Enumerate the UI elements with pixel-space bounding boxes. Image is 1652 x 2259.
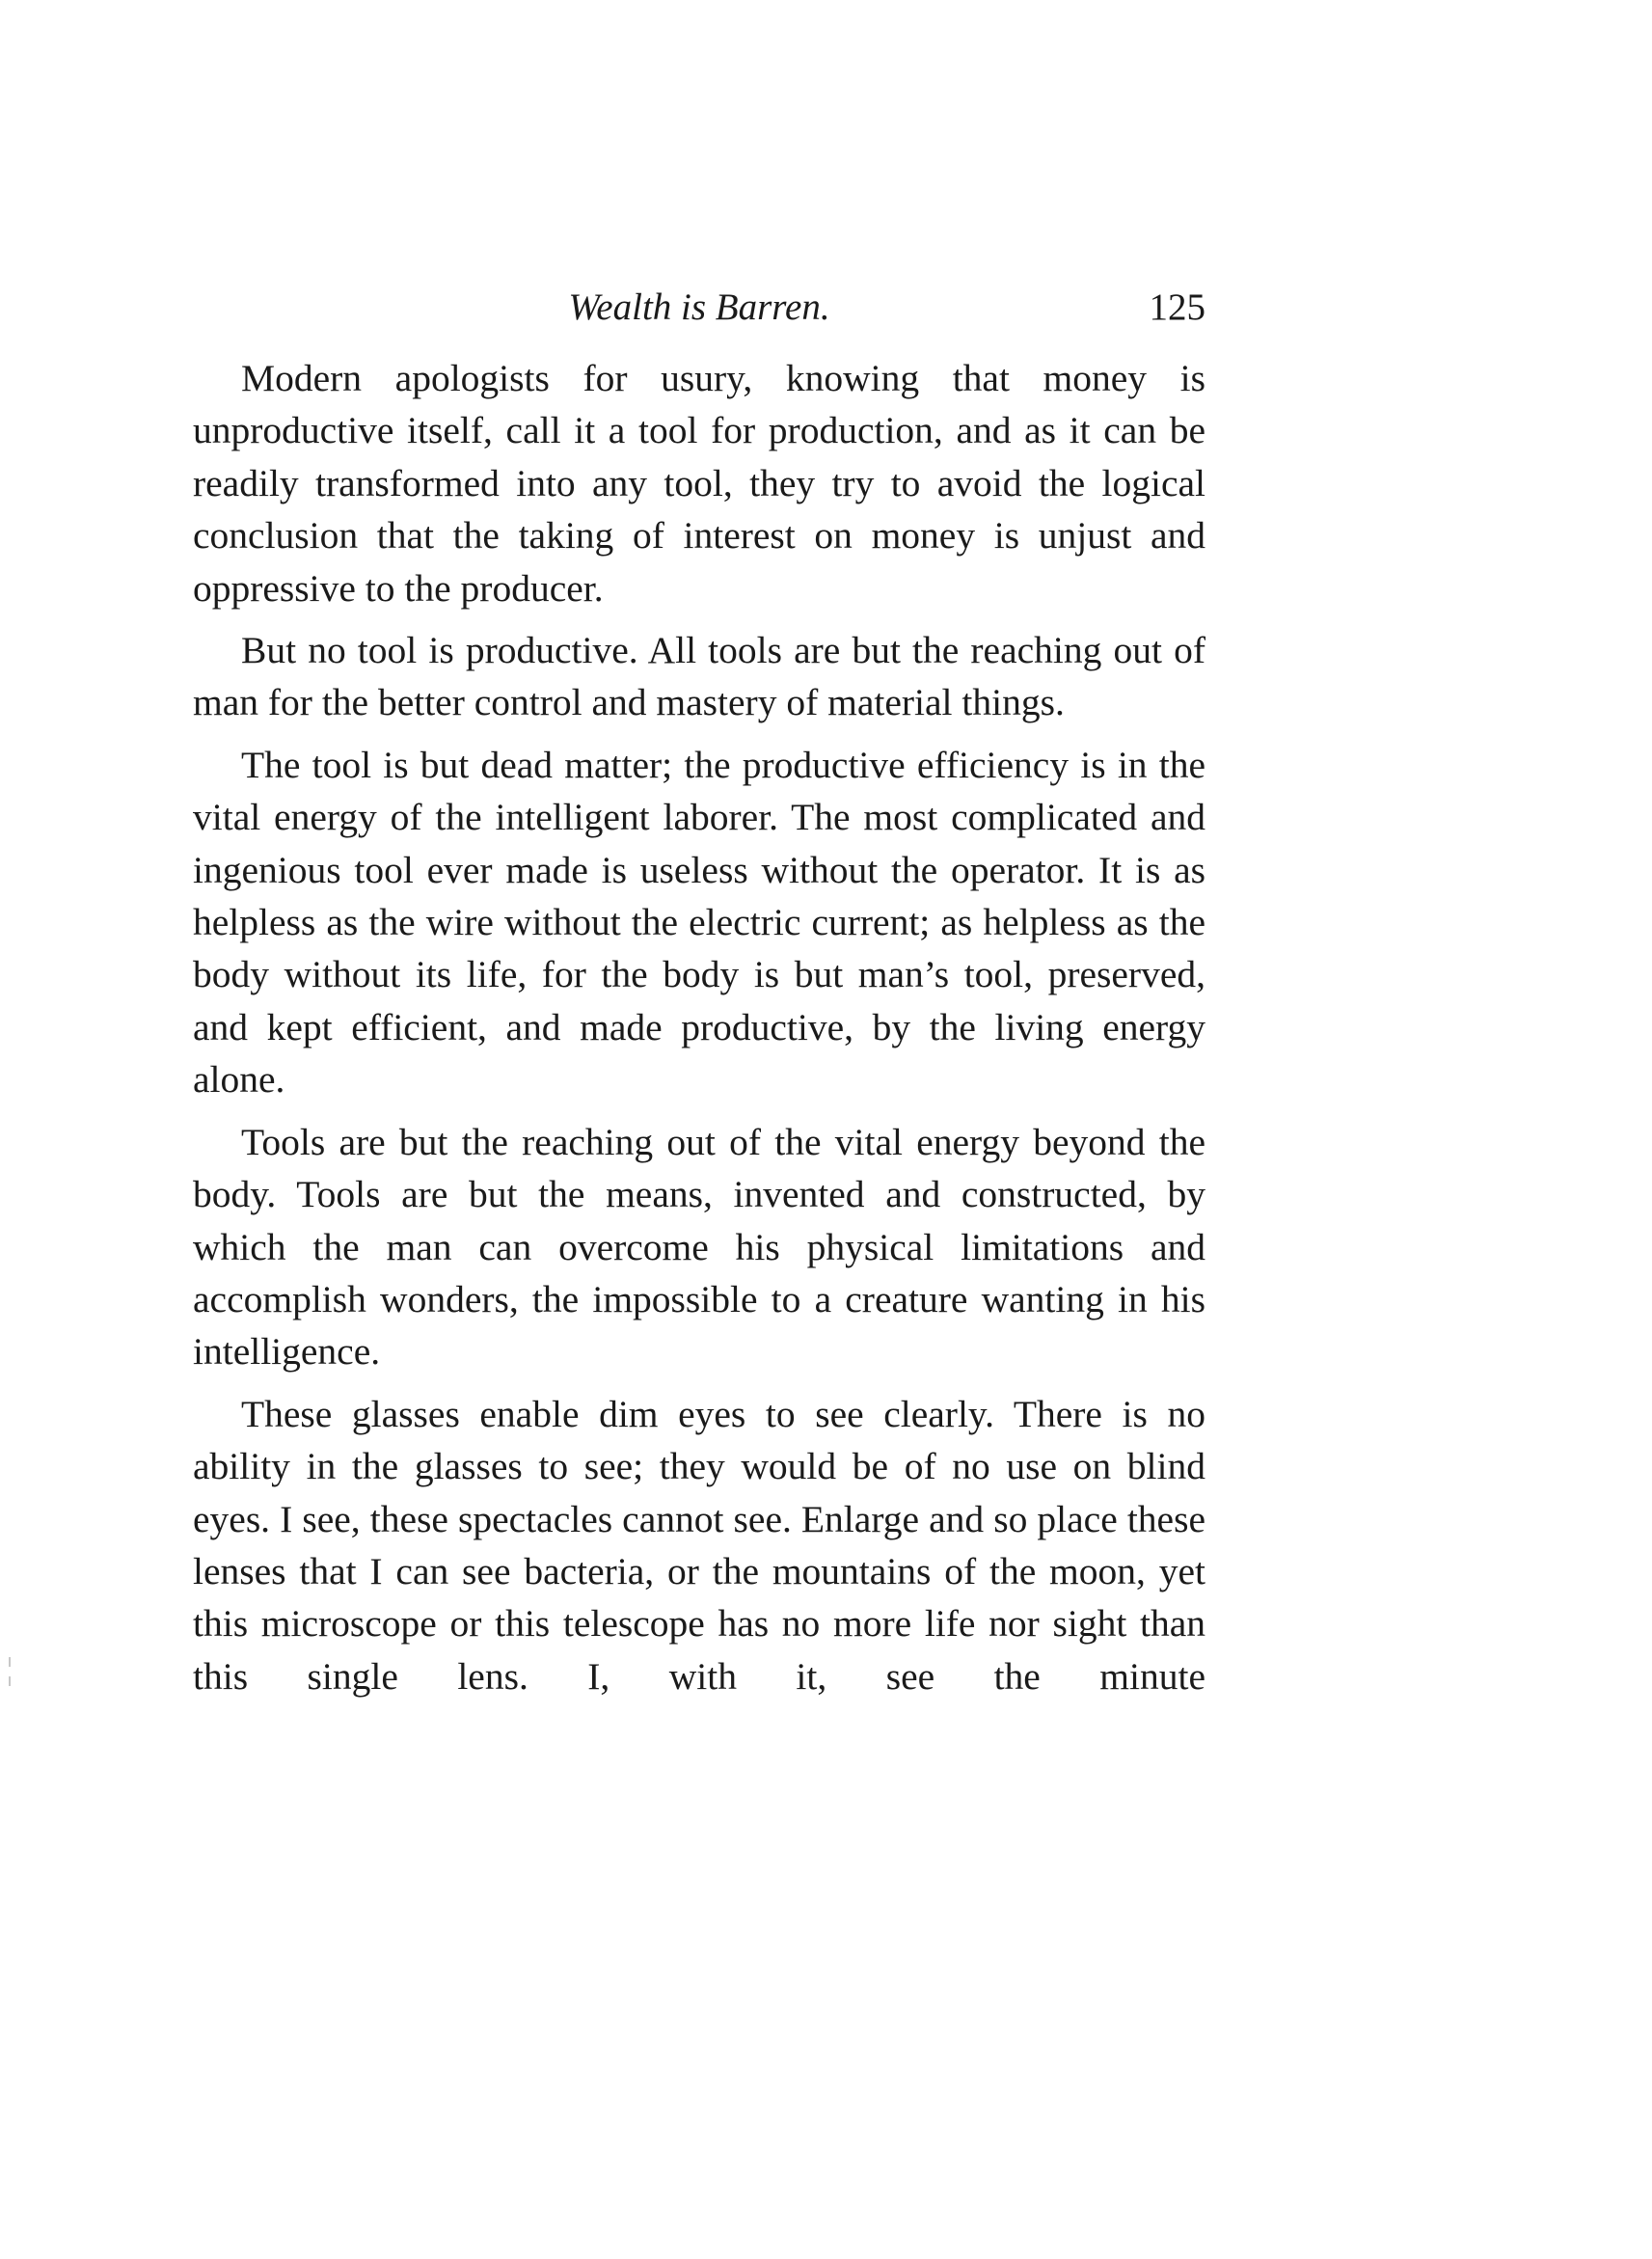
running-title: Wealth is Barren. [568, 286, 830, 328]
paragraph: Modern apologists for usury, knowing that money is unproductive itself, call it a tool for production, and as it can be readily transformed into any tool, they try to avoid the logical conclusion that the taking of interest on money is unjust and oppressive to the producer. [193, 357, 1205, 610]
page-number: 125 [1149, 286, 1205, 328]
paragraph: But no tool is productive. All tools are but the reaching out of man for the better control and mastery of material things. [193, 629, 1205, 724]
paragraph: These glasses enable dim eyes to see clearly. There is no ability in the glasses to see; they would be of no use on blind eyes. I see, these spectacles cannot see. Enlarge and so place these lenses that I can see bacteria, or the mountains of the moon, yet this microscope or this telescope has no more life nor sight than this single lens. I, with it, see the minute [193, 1392, 1205, 1698]
scan-margin-mark [8, 1657, 12, 1700]
body-text [193, 352, 1205, 1702]
paragraph: The tool is but dead matter; the productive efficiency is in the vital energy of the intelligent laborer. The most complicated and ingenious tool ever made is useless without the operator. It is as helpless as the wire without the electric current; as helpless as the body without its life, for the body is but man’s tool, preserved, and kept efficient, and made productive, by the living energy alone. [193, 743, 1205, 1102]
paragraph: Tools are but the reaching out of the vital energy beyond the body. Tools are but the means, invented and constructed, by which the man can overcome his physical limitations and accomplish wonders, the impossible to a creature wanting in his intelligence. [193, 1120, 1205, 1374]
running-head [193, 282, 1205, 349]
